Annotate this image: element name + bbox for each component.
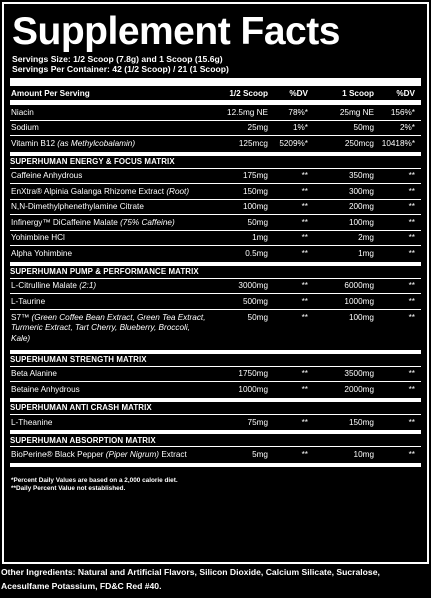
half-scoop-dv: **	[301, 312, 308, 322]
ingredient-row	[10, 447, 421, 463]
full-scoop-dv: 2%*	[399, 123, 415, 133]
half-scoop-amount: 3000mg	[238, 281, 268, 291]
full-scoop-dv: **	[408, 417, 415, 427]
full-scoop-amount: 50mg	[353, 123, 374, 133]
full-scoop-dv: **	[408, 249, 415, 259]
half-scoop-amount: 5mg	[252, 450, 268, 460]
full-scoop-dv: **	[408, 312, 415, 322]
full-scoop-amount: 200mg	[348, 202, 374, 212]
ingredient-note: (Green Coffee Bean Extract, Green Tea Extract, Turmeric Extract, Tart Cherry, Blueberry, Broccoli, Kale)	[11, 312, 206, 343]
ingredient-name	[10, 123, 206, 132]
full-scoop-amount: 2mg	[358, 233, 374, 243]
ingredient-row	[10, 367, 421, 383]
half-scoop-dv: **	[301, 369, 308, 379]
full-scoop-dv: **	[408, 171, 415, 181]
half-scoop-amount: 1750mg	[238, 369, 268, 379]
half-scoop-dv: **	[301, 171, 308, 181]
half-scoop-dv: **	[301, 385, 308, 395]
ingredient-name	[10, 108, 206, 117]
ingredient-name	[10, 281, 206, 290]
footnote-dv-not-established: **Daily Percent Value not established.	[11, 485, 126, 492]
full-scoop-amount: 350mg	[348, 171, 374, 181]
half-scoop-amount: 25mg	[247, 123, 268, 133]
other-ingredients: Other Ingredients: Natural and Artificial Flavors, Silicon Dioxide, Calcium Silicate, Sucralose, Acesulfame Potassium, FD&C Red #40.	[1, 567, 380, 591]
ingredient-row	[10, 294, 421, 310]
ingredient-name	[10, 187, 206, 196]
ingredient-label: L-Taurine	[11, 296, 46, 306]
full-scoop-amount: 300mg	[348, 186, 374, 196]
ingredient-label: Yohimbine HCl	[11, 233, 65, 243]
ingredient-label: S7™	[11, 312, 30, 322]
ingredient-label: Beta Alanine	[11, 369, 57, 379]
amount-per-serving-header: Amount Per Serving	[11, 88, 90, 98]
half-scoop-dv: **	[301, 296, 308, 306]
ingredient-row	[10, 382, 421, 398]
full-scoop-dv: **	[408, 385, 415, 395]
supplement-facts-panel	[2, 2, 429, 564]
half-scoop-amount: 1mg	[252, 233, 268, 243]
ingredient-row	[10, 310, 421, 350]
full-scoop-dv: **	[408, 296, 415, 306]
ingredient-name	[10, 139, 206, 148]
ingredient-note: (2:1)	[79, 281, 97, 291]
half-scoop-dv: 78%*	[288, 107, 308, 117]
full-scoop-dv: **	[408, 202, 415, 212]
matrix-section-title: SUPERHUMAN ANTI CRASH MATRIX	[10, 402, 421, 415]
half-scoop-dv: 5209%*	[279, 139, 308, 149]
full-scoop-amount: 1000mg	[344, 296, 374, 306]
half-scoop-amount: 150mg	[242, 186, 268, 196]
full-scoop-amount: 1mg	[358, 249, 374, 259]
ingredient-row	[10, 121, 421, 137]
ingredient-label: Sodium	[11, 123, 39, 133]
full-scoop-amount: 3500mg	[344, 369, 374, 379]
ingredient-name	[10, 313, 206, 345]
ingredient-name	[10, 385, 206, 394]
full-scoop-dv: 10418%*	[381, 139, 415, 149]
full-scoop-dv: **	[408, 217, 415, 227]
half-scoop-dv: **	[301, 450, 308, 460]
half-scoop-amount: 50mg	[247, 217, 268, 227]
matrix-section-title: SUPERHUMAN STRENGTH MATRIX	[10, 354, 421, 367]
ingredient-label: Vitamin B12	[11, 139, 55, 149]
ingredient-label: Betaine Anhydrous	[11, 385, 80, 395]
full-scoop-amount: 2000mg	[344, 385, 374, 395]
ingredient-name	[10, 369, 206, 378]
half-scoop-dv: **	[301, 281, 308, 291]
ingredient-suffix: Extract	[161, 450, 187, 460]
ingredient-note: (Piper Nigrum)	[105, 450, 160, 460]
full-scoop-amount: 10mg	[353, 450, 374, 460]
serving-size: Servings Size: 1/2 Scoop (7.8g) and 1 Scoop (15.6g)	[12, 54, 223, 64]
ingredient-row	[10, 169, 421, 185]
ingredient-row	[10, 184, 421, 200]
ingredient-row	[10, 136, 421, 152]
ingredient-note: (as Methylcobalamin)	[57, 139, 136, 149]
vitamins-block	[10, 105, 421, 152]
full-scoop-amount: 100mg	[348, 217, 374, 227]
full-scoop-dv: **	[408, 281, 415, 291]
matrix-sections	[10, 156, 421, 467]
ingredient-row	[10, 200, 421, 216]
ingredient-label: Caffeine Anhydrous	[11, 171, 83, 181]
ingredient-label: Niacin	[11, 107, 34, 117]
half-scoop-amount: 175mg	[242, 171, 268, 181]
ingredient-label: EnXtra® Alpinia Galanga Rhizome Extract	[11, 186, 165, 196]
ingredient-label: Alpha Yohimbine	[11, 249, 73, 259]
ingredient-label: L-Theanine	[11, 417, 53, 427]
dv-half-header: %DV	[289, 88, 308, 98]
ingredient-row	[10, 279, 421, 295]
ingredient-name	[10, 249, 206, 258]
ingredient-note: (Root)	[166, 186, 190, 196]
ingredient-name	[10, 233, 206, 242]
ingredient-label: N,N-Dimethylphenethylamine Citrate	[11, 202, 144, 212]
full-scoop-amount: 100mg	[348, 312, 374, 322]
panel-title: Supplement Facts	[12, 10, 340, 53]
ingredient-note: (75% Caffeine)	[120, 217, 175, 227]
full-scoop-header: 1 Scoop	[342, 88, 374, 98]
half-scoop-amount: 125mcg	[238, 139, 268, 149]
servings-per-container: Servings Per Container: 42 (1/2 Scoop) / 21 (1 Scoop)	[12, 64, 229, 74]
half-scoop-dv: **	[301, 217, 308, 227]
matrix-section-title: SUPERHUMAN PUMP & PERFORMANCE MATRIX	[10, 266, 421, 279]
half-scoop-header: 1/2 Scoop	[229, 88, 268, 98]
half-scoop-dv: **	[301, 417, 308, 427]
ingredient-name	[10, 297, 206, 306]
dv-full-header: %DV	[396, 88, 415, 98]
ingredient-label: L-Citrulline Malate	[11, 281, 77, 291]
ingredient-name	[10, 202, 206, 211]
half-scoop-dv: 1%*	[292, 123, 308, 133]
matrix-section-title: SUPERHUMAN ABSORPTION MATRIX	[10, 434, 421, 447]
half-scoop-amount: 50mg	[247, 312, 268, 322]
ingredient-name	[10, 218, 206, 227]
half-scoop-dv: **	[301, 186, 308, 196]
half-scoop-dv: **	[301, 249, 308, 259]
half-scoop-amount: 1000mg	[238, 385, 268, 395]
ingredient-label: Infinergy™ DiCaffeine Malate	[11, 217, 118, 227]
ingredient-name	[10, 171, 206, 180]
half-scoop-amount: 100mg	[242, 202, 268, 212]
ingredient-label: BioPerine® Black Pepper	[11, 450, 104, 460]
ingredient-row	[10, 105, 421, 121]
ingredient-name	[10, 450, 206, 459]
half-scoop-amount: 75mg	[247, 417, 268, 427]
footnote-dv-basis: *Percent Daily Values are based on a 2,000 calorie diet.	[11, 476, 178, 484]
column-header-row	[10, 86, 421, 101]
full-scoop-dv: **	[408, 233, 415, 243]
half-scoop-dv: **	[301, 233, 308, 243]
thick-divider	[10, 78, 421, 86]
full-scoop-amount: 150mg	[348, 417, 374, 427]
ingredient-name	[10, 418, 206, 427]
matrix-section-title: SUPERHUMAN ENERGY & FOCUS MATRIX	[10, 156, 421, 169]
full-scoop-dv: **	[408, 186, 415, 196]
full-scoop-amount: 25mg NE	[339, 107, 374, 117]
ingredient-row	[10, 231, 421, 247]
footnotes	[10, 467, 421, 494]
full-scoop-dv: 156%*	[390, 107, 415, 117]
half-scoop-dv: **	[301, 202, 308, 212]
full-scoop-amount: 6000mg	[344, 281, 374, 291]
half-scoop-amount: 500mg	[242, 296, 268, 306]
ingredient-row	[10, 415, 421, 431]
full-scoop-dv: **	[408, 450, 415, 460]
ingredient-row	[10, 246, 421, 262]
full-scoop-dv: **	[408, 369, 415, 379]
half-scoop-amount: 0.5mg	[245, 249, 268, 259]
full-scoop-amount: 250mcg	[344, 139, 374, 149]
half-scoop-amount: 12.5mg NE	[227, 107, 268, 117]
ingredient-row	[10, 215, 421, 231]
